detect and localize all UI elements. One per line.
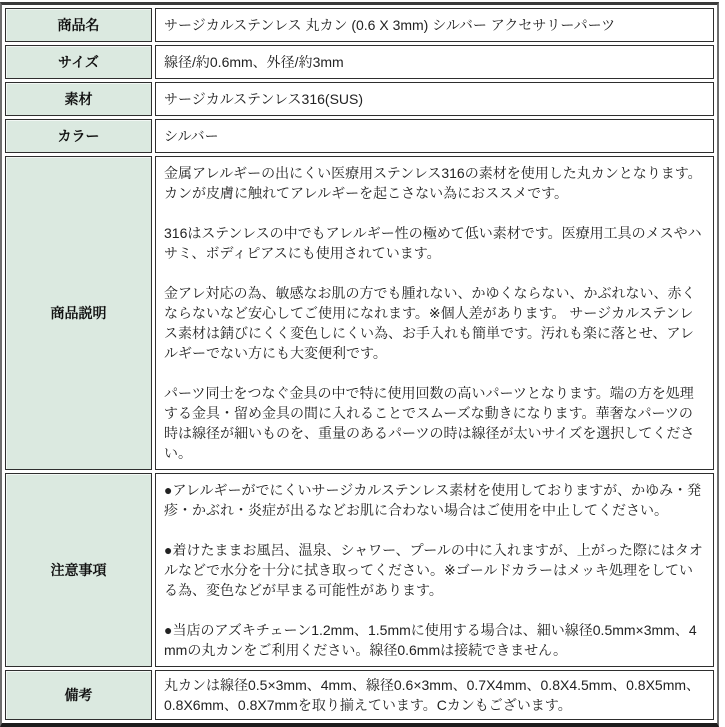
row-value-material bbox=[155, 82, 714, 116]
row-value-size bbox=[155, 45, 714, 79]
table-row-material bbox=[5, 82, 714, 116]
row-label-product-name: 商品名 bbox=[5, 8, 152, 42]
paragraph: 金属アレルギーの出にくい医療用ステンレス316の素材を使用した丸カンとなります。カンが皮膚に触れてアレルギーを起こさない為におススメです。 bbox=[164, 165, 702, 201]
table-row-color bbox=[5, 119, 714, 153]
product-spec-table bbox=[0, 2, 719, 727]
table-row-remarks bbox=[5, 670, 714, 720]
paragraph: 316はステンレスの中でもアレルギー性の極めて低い素材です。医療用工具のメスやハサミ、ボディピアスにも使用されています。 bbox=[164, 225, 702, 261]
table-row-cautions bbox=[5, 473, 714, 667]
paragraph: 金アレ対応の為、敏感なお肌の方でも腫れない、かゆくならない、かぶれない、赤くならないなど安心してご使用になれます。※個人差があります。 サージカルステンレス素材は錆びにくく変色しにくい為、お手入れも簡単です。汚れも楽に落とせ、アレルギーでない方にも大変便利です。 bbox=[164, 285, 696, 361]
row-label-description: 商品説明 bbox=[5, 156, 152, 470]
paragraph: パーツ同士をつなぐ金具の中で特に使用回数の高いパーツとなります。端の方を処理する金具・留め金具の間に入れることでスムーズな動きになります。華奢なパーツの時は線径が細いものを、重量のあるパーツの時は線径が太いサイズを選択してください。 bbox=[164, 385, 695, 461]
row-value-description bbox=[155, 156, 714, 470]
paragraph: サージカルステンレス316(SUS) bbox=[164, 91, 364, 107]
row-label-material: 素材 bbox=[5, 82, 152, 116]
table-row-description bbox=[5, 156, 714, 470]
paragraph: シルバー bbox=[164, 128, 219, 144]
row-value-color bbox=[155, 119, 714, 153]
row-label-color: カラー bbox=[5, 119, 152, 153]
paragraph: 丸カンは線径0.5×3mm、4mm、線径0.6×3mm、0.7X4mm、0.8X4.5mm、0.8X5mm、0.8X6mm、0.8X7mmを取り揃えています。Cカンもございます。 bbox=[164, 677, 701, 713]
paragraph: ●着けたままお風呂、温泉、シャワー、プールの中に入れますが、上がった際にはタオルなどで水分を十分に拭き取ってください。※ゴールドカラーはメッキ処理をしている為、変色などが早まる可能性があります。 bbox=[164, 542, 703, 598]
row-label-cautions: 注意事項 bbox=[5, 473, 152, 667]
paragraph: ●アレルギーがでにくいサージカルステンレス素材を使用しておりますが、かゆみ・発疹・かぶれ・炎症が出るなどお肌に合わない場合はご使用を中止してください。 bbox=[164, 482, 702, 518]
paragraph: ●当店のアズキチェーン1.2mm、1.5mmに使用する場合は、細い線径0.5mm×3mm、4mmの丸カンをご利用ください。線径0.6mmは接続できません。 bbox=[164, 622, 697, 658]
row-label-remarks: 備考 bbox=[5, 670, 152, 720]
paragraph: サージカルステンレス 丸カン (0.6 X 3mm) シルバー アクセサリーパーツ bbox=[164, 17, 616, 33]
table-row-size bbox=[5, 45, 714, 79]
row-label-size: サイズ bbox=[5, 45, 152, 79]
table-row-product-name bbox=[5, 8, 714, 42]
paragraph: 線径/約0.6mm、外径/約3mm bbox=[164, 54, 344, 70]
row-value-cautions bbox=[155, 473, 714, 667]
row-value-remarks bbox=[155, 670, 714, 720]
row-value-product-name bbox=[155, 8, 714, 42]
